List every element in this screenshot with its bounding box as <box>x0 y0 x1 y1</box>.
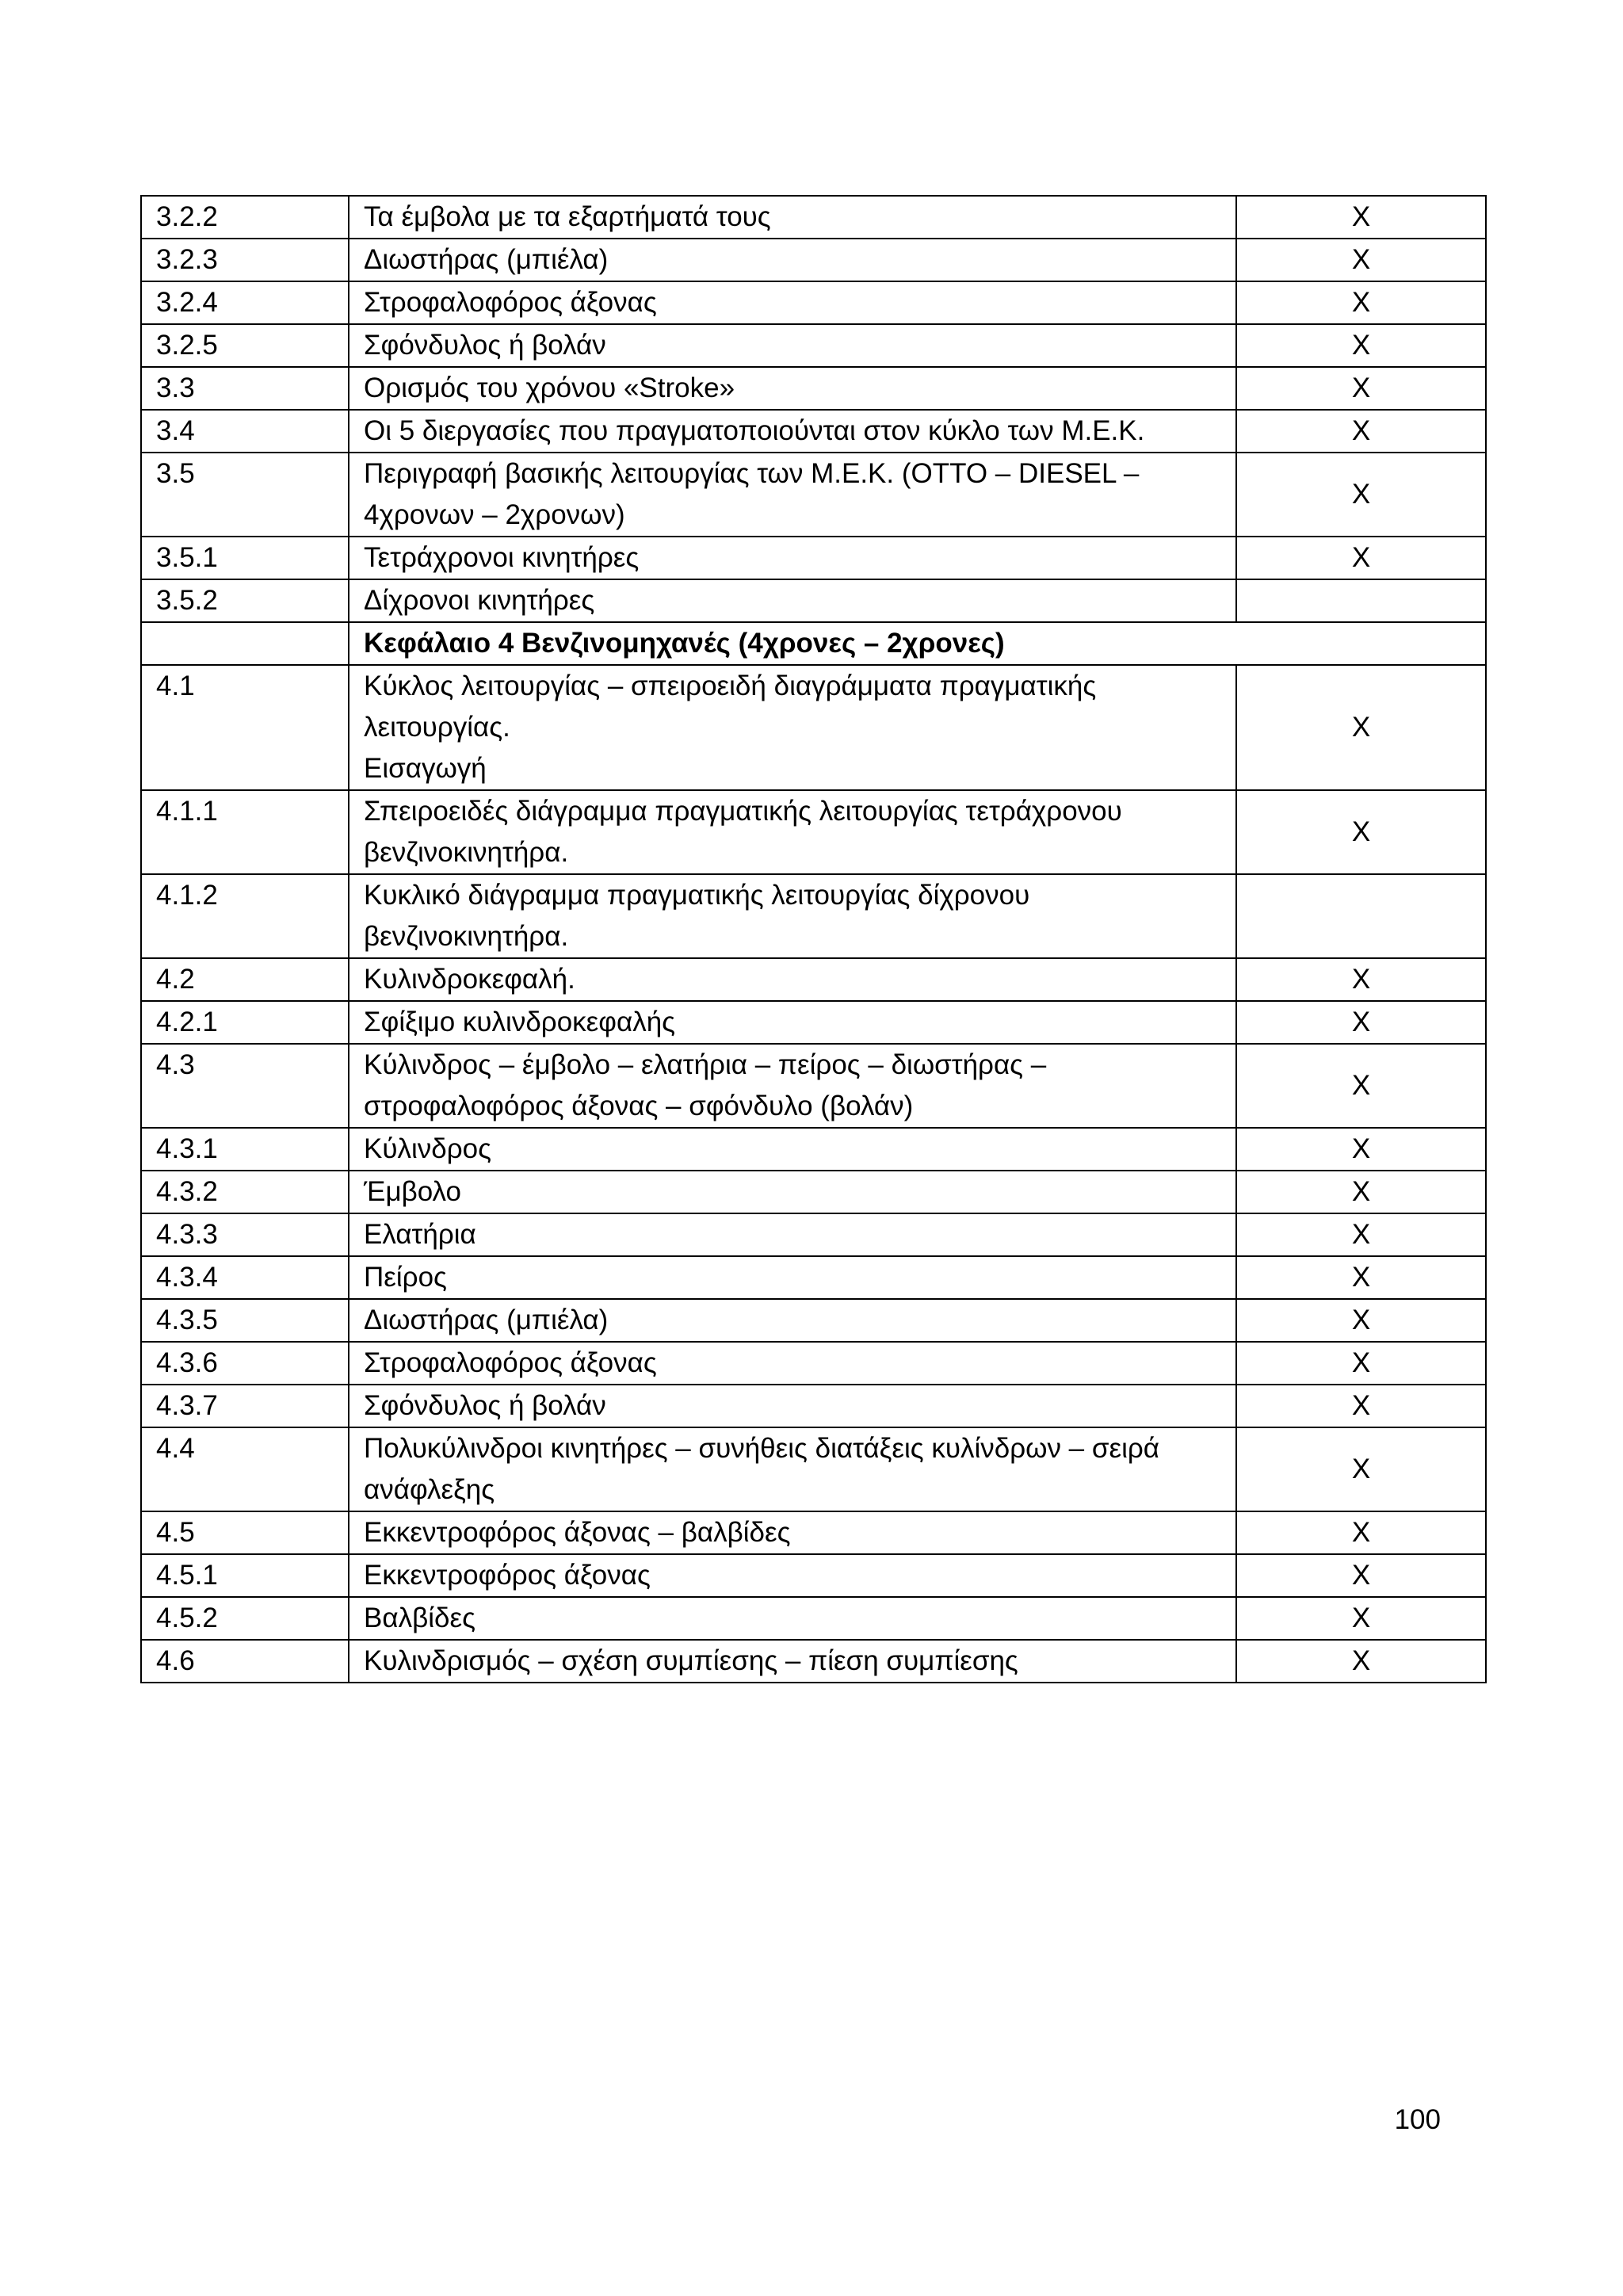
row-title-line: Τετράχρονοι κινητήρες <box>364 542 640 573</box>
row-mark: X <box>1236 790 1486 874</box>
row-number: 4.2 <box>141 958 349 1001</box>
row-title-line: ανάφλεξης <box>364 1474 495 1505</box>
row-mark: X <box>1236 281 1486 324</box>
row-title-line: Διωστήρας (μπιέλα) <box>364 1305 609 1335</box>
row-number: 4.5 <box>141 1511 349 1554</box>
table-row <box>141 367 1486 410</box>
row-mark: X <box>1236 1342 1486 1385</box>
row-title <box>349 1597 1236 1640</box>
page-number: 100 <box>1394 2104 1441 2135</box>
row-title <box>349 1044 1236 1128</box>
row-title-line: Πολυκύλινδροι κινητήρες – συνήθεις διατάξεις κυλίνδρων – σειρά <box>364 1433 1159 1464</box>
row-number: 4.2.1 <box>141 1001 349 1044</box>
row-mark: X <box>1236 1597 1486 1640</box>
row-title <box>349 537 1236 579</box>
row-number: 4.3.1 <box>141 1128 349 1171</box>
row-number: 3.4 <box>141 410 349 453</box>
row-title <box>349 410 1236 453</box>
row-mark: X <box>1236 1256 1486 1299</box>
row-title <box>349 665 1236 790</box>
row-mark: X <box>1236 1385 1486 1427</box>
table-row <box>141 958 1486 1001</box>
row-title <box>349 1640 1236 1683</box>
row-mark: X <box>1236 1044 1486 1128</box>
row-title <box>349 281 1236 324</box>
row-number: 3.5.2 <box>141 579 349 622</box>
row-title-line: Σφόνδυλος ή βολάν <box>364 1390 606 1421</box>
row-number: 3.2.2 <box>141 196 349 239</box>
row-title-line: Σφίξιμο κυλινδροκεφαλής <box>364 1007 676 1037</box>
table-body <box>141 196 1486 1683</box>
table-row <box>141 1213 1486 1256</box>
table-row <box>141 410 1486 453</box>
row-number: 4.1.2 <box>141 874 349 958</box>
table-row <box>141 1511 1486 1554</box>
row-number: 4.6 <box>141 1640 349 1683</box>
row-mark: X <box>1236 958 1486 1001</box>
table-row <box>141 239 1486 281</box>
table-row <box>141 1597 1486 1640</box>
row-title <box>349 1171 1236 1213</box>
row-number: 3.5.1 <box>141 537 349 579</box>
row-mark: X <box>1236 196 1486 239</box>
row-number: 4.1 <box>141 665 349 790</box>
row-number: 4.5.2 <box>141 1597 349 1640</box>
row-title-line: Σπειροειδές διάγραμμα πραγματικής λειτουργίας τετράχρονου <box>364 796 1122 827</box>
table-row <box>141 1427 1486 1511</box>
row-mark <box>1236 874 1486 958</box>
table-row <box>141 1044 1486 1128</box>
row-mark: X <box>1236 367 1486 410</box>
row-title-line: 4χρονων – 2χρονων) <box>364 499 625 530</box>
row-title <box>349 324 1236 367</box>
row-title <box>349 367 1236 410</box>
row-title-line: Περιγραφή βασικής λειτουργίας των Μ.Ε.Κ. (OTTO – DIESEL – <box>364 458 1140 489</box>
row-title-line: Έμβολο <box>364 1176 461 1207</box>
syllabus-table <box>140 195 1487 1683</box>
table-row <box>141 874 1486 958</box>
table-row <box>141 579 1486 622</box>
row-mark: X <box>1236 1001 1486 1044</box>
row-title <box>349 1342 1236 1385</box>
row-number: 4.3.4 <box>141 1256 349 1299</box>
row-mark: X <box>1236 1171 1486 1213</box>
row-title <box>349 958 1236 1001</box>
row-title <box>349 1001 1236 1044</box>
row-title <box>349 1427 1236 1511</box>
row-title-line: Κύλινδρος <box>364 1133 491 1164</box>
table-row <box>141 790 1486 874</box>
row-title-line: Ελατήρια <box>364 1219 476 1250</box>
row-title-line: Εισαγωγή <box>364 753 487 784</box>
table-row <box>141 665 1486 790</box>
table-row <box>141 1342 1486 1385</box>
row-mark: X <box>1236 324 1486 367</box>
table-row <box>141 1001 1486 1044</box>
table-row <box>141 622 1486 665</box>
row-title-line: Δίχρονοι κινητήρες <box>364 585 595 616</box>
row-title-line: Πείρος <box>364 1262 447 1293</box>
table-row <box>141 281 1486 324</box>
row-title <box>349 790 1236 874</box>
row-number: 4.3.5 <box>141 1299 349 1342</box>
row-mark: X <box>1236 239 1486 281</box>
row-number: 4.3.7 <box>141 1385 349 1427</box>
row-mark: X <box>1236 1427 1486 1511</box>
row-title-line: Εκκεντροφόρος άξονας <box>364 1560 651 1591</box>
row-title <box>349 874 1236 958</box>
row-title-line: Στροφαλοφόρος άξονας <box>364 1347 657 1378</box>
row-mark: X <box>1236 665 1486 790</box>
table-row <box>141 453 1486 537</box>
row-mark: X <box>1236 1554 1486 1597</box>
row-mark: X <box>1236 410 1486 453</box>
table-row <box>141 537 1486 579</box>
row-title-line: στροφαλοφόρος άξονας – σφόνδυλο (βολάν) <box>364 1091 914 1121</box>
row-title <box>349 1554 1236 1597</box>
row-number: 4.3.3 <box>141 1213 349 1256</box>
row-title-line: λειτουργίας. <box>364 712 510 743</box>
row-title-line: Κυλινδρισμός – σχέση συμπίεσης – πίεση συμπίεσης <box>364 1645 1018 1676</box>
row-title <box>349 1511 1236 1554</box>
chapter-heading <box>349 622 1486 665</box>
row-title-line: Στροφαλοφόρος άξονας <box>364 287 657 318</box>
table-row <box>141 1128 1486 1171</box>
row-title-line: Εκκεντροφόρος άξονας – βαλβίδες <box>364 1517 791 1548</box>
row-title <box>349 579 1236 622</box>
row-number: 3.2.5 <box>141 324 349 367</box>
chapter-heading-text: Κεφάλαιο 4 Βενζινομηχανές (4χρονες – 2χρονες) <box>364 628 1005 659</box>
table-row <box>141 1554 1486 1597</box>
row-number: 4.3 <box>141 1044 349 1128</box>
row-mark: X <box>1236 1128 1486 1171</box>
row-mark: X <box>1236 1511 1486 1554</box>
row-number: 4.3.2 <box>141 1171 349 1213</box>
row-number: 4.1.1 <box>141 790 349 874</box>
table-row <box>141 324 1486 367</box>
row-title-line: Σφόνδυλος ή βολάν <box>364 330 606 361</box>
table-row <box>141 1171 1486 1213</box>
row-mark: X <box>1236 1213 1486 1256</box>
row-title-line: Τα έμβολα με τα εξαρτήματά τους <box>364 201 771 232</box>
row-mark: X <box>1236 1640 1486 1683</box>
table-row <box>141 1256 1486 1299</box>
row-title-line: Κύκλος λειτουργίας – σπειροειδή διαγράμματα πραγματικής <box>364 670 1097 701</box>
row-number: 3.5 <box>141 453 349 537</box>
row-title-line: Οι 5 διεργασίες που πραγματοποιούνται στον κύκλο των Μ.Ε.Κ. <box>364 415 1145 446</box>
row-mark: X <box>1236 1299 1486 1342</box>
table-row <box>141 196 1486 239</box>
row-title <box>349 1256 1236 1299</box>
table-row <box>141 1640 1486 1683</box>
row-title-line: βενζινοκινητήρα. <box>364 837 569 868</box>
row-number: 4.4 <box>141 1427 349 1511</box>
row-mark: X <box>1236 453 1486 537</box>
row-title-line: Κυλινδροκεφαλή. <box>364 964 575 995</box>
row-title <box>349 1128 1236 1171</box>
row-title-line: Κυκλικό διάγραμμα πραγματικής λειτουργίας δίχρονου <box>364 880 1030 911</box>
row-title-line: Διωστήρας (μπιέλα) <box>364 244 609 275</box>
row-number: 4.5.1 <box>141 1554 349 1597</box>
table-row <box>141 1299 1486 1342</box>
row-title <box>349 1299 1236 1342</box>
row-mark <box>1236 579 1486 622</box>
row-number: 4.3.6 <box>141 1342 349 1385</box>
row-number: 3.3 <box>141 367 349 410</box>
row-title <box>349 196 1236 239</box>
row-title <box>349 239 1236 281</box>
row-title <box>349 1213 1236 1256</box>
row-title <box>349 453 1236 537</box>
row-title-line: βενζινοκινητήρα. <box>364 921 569 952</box>
row-number: 3.2.3 <box>141 239 349 281</box>
row-title-line: Ορισμός του χρόνου «Stroke» <box>364 372 735 403</box>
row-title-line: Βαλβίδες <box>364 1603 475 1633</box>
row-title-line: Κύλινδρος – έμβολο – ελατήρια – πείρος – διωστήρας – <box>364 1049 1047 1080</box>
row-mark: X <box>1236 537 1486 579</box>
table-row <box>141 1385 1486 1427</box>
row-title <box>349 1385 1236 1427</box>
row-number <box>141 622 349 665</box>
row-number: 3.2.4 <box>141 281 349 324</box>
